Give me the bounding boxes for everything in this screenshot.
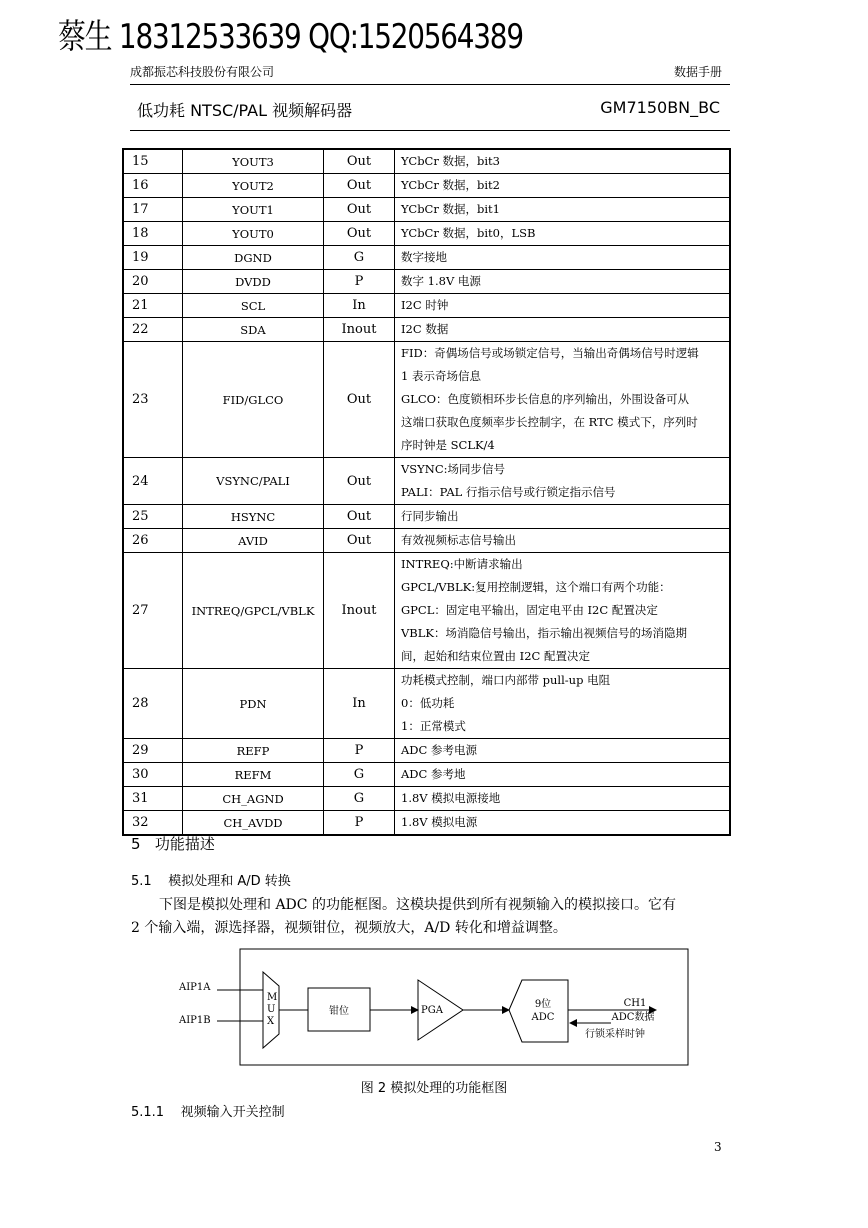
pin-number: 22 [123,318,183,342]
pin-description [395,739,731,763]
output-channel-label: CH1 [623,998,647,1009]
description-line: 1 表示奇场信息 [401,369,481,383]
description-line: 0：低功耗 [401,696,455,710]
adc-label: ADC [531,1012,555,1023]
pin-description [395,811,731,836]
description-line: I2C 数据 [401,322,449,336]
description-line: 功耗模式控制，端口内部带 pull-up 电阻 [401,673,611,687]
pin-name: DGND [183,246,324,270]
header-rule-bottom [130,130,730,131]
pin-description [395,149,731,174]
description-line: YCbCr 数据，bit2 [401,178,500,192]
pin-description [395,505,731,529]
pin-name: INTREQ/GPCL/VBLK [183,553,324,669]
pin-type: Out [324,529,395,553]
pin-description [395,458,731,505]
description-line: GLCO：色度锁相环步长信息的序列输出，外围设备可从 [401,392,690,406]
pin-name: HSYNC [183,505,324,529]
pin-type: Out [324,505,395,529]
pin-description [395,553,731,669]
input-a-label: AIP1A [179,982,211,993]
pin-number: 26 [123,529,183,553]
pin-name: FID/GLCO [183,342,324,458]
pin-row [123,318,730,342]
description-line: 1.8V 模拟电源 [401,815,478,829]
pin-type: P [324,811,395,836]
description-line: YCbCr 数据，bit1 [401,202,500,216]
description-line: 这端口获取色度频率步长控制字，在 RTC 模式下，序列时 [401,415,698,429]
pin-number: 15 [123,149,183,174]
section-title: 视频输入开关控制 [180,1105,285,1120]
pin-name: YOUT0 [183,222,324,246]
section-title: 功能描述 [154,835,215,853]
pin-name: SCL [183,294,324,318]
description-line: 1：正常模式 [401,719,466,733]
pin-row [123,174,730,198]
pin-row [123,270,730,294]
pin-row [123,811,730,836]
description-line: PALI：PAL 行指示信号或行锁定指示信号 [401,485,616,499]
mux-letter: X [267,1016,275,1027]
pin-row [123,739,730,763]
pin-name: YOUT1 [183,198,324,222]
description-line: 数字接地 [401,250,447,264]
pin-type: G [324,787,395,811]
description-line: INTREQ:中断请求输出 [401,557,523,571]
pin-type: Out [324,222,395,246]
pin-row [123,553,730,669]
pin-name: REFM [183,763,324,787]
pin-number: 17 [123,198,183,222]
pin-number: 32 [123,811,183,836]
pin-row [123,294,730,318]
adc-block [509,980,568,1042]
pin-name: CH_AVDD [183,811,324,836]
description-line: GPCL/VBLK:复用控制逻辑，这个端口有两个功能： [401,580,671,594]
pin-number: 25 [123,505,183,529]
section-number: 5.1.1 [131,1105,165,1120]
section-5-heading [131,833,215,854]
pin-description [395,529,731,553]
pin-row [123,763,730,787]
description-line: YCbCr 数据，bit3 [401,154,500,168]
pin-number: 18 [123,222,183,246]
pin-table [122,148,731,836]
clock-label: 行锁采样时钟 [585,1029,645,1040]
pin-number: 20 [123,270,183,294]
pin-description [395,222,731,246]
pin-name: SDA [183,318,324,342]
pin-number: 28 [123,669,183,739]
pin-type: P [324,739,395,763]
pin-number: 19 [123,246,183,270]
pin-description [395,246,731,270]
pin-row [123,246,730,270]
pin-type: P [324,270,395,294]
pin-description [395,763,731,787]
pin-description [395,787,731,811]
analog-block-diagram [173,948,691,1070]
pin-description [395,270,731,294]
pin-type: Out [324,149,395,174]
description-line: 1.8V 模拟电源接地 [401,791,501,805]
pin-row [123,222,730,246]
pin-type: In [324,669,395,739]
pin-number: 24 [123,458,183,505]
pin-row [123,198,730,222]
pin-type: In [324,294,395,318]
header-doc-type: 数据手册 [673,65,722,79]
description-line: 数字 1.8V 电源 [401,274,481,288]
pin-row [123,529,730,553]
pin-number: 29 [123,739,183,763]
pin-name: AVID [183,529,324,553]
diagram-frame [240,949,688,1065]
pin-row [123,787,730,811]
watermark-contact: 蔡生 18312533639 QQ:1520564389 [58,17,523,57]
section-number: 5.1 [131,874,152,889]
pin-row [123,342,730,458]
pin-name: REFP [183,739,324,763]
pin-type: Out [324,458,395,505]
pin-number: 16 [123,174,183,198]
output-data-label: ADC数据 [611,1012,655,1023]
section-number: 5 [131,835,141,853]
pin-description [395,294,731,318]
page-number: 3 [714,1140,722,1154]
pin-type: Out [324,342,395,458]
clamp-label: 钳位 [329,1006,349,1017]
pin-description [395,318,731,342]
description-line: FID：奇偶场信号或场锁定信号，当输出奇偶场信号时逻辑 [401,346,699,360]
pin-description [395,174,731,198]
header-company: 成都振芯科技股份有限公司 [130,65,275,79]
pin-name: YOUT3 [183,149,324,174]
figure-caption: 图 2 模拟处理的功能框图 [360,1081,508,1096]
body-paragraph [131,894,731,940]
paragraph-line: 下图是模拟处理和 ADC 的功能框图。这模块提供到所有视频输入的模拟接口。它有 [159,897,676,913]
pin-row [123,458,730,505]
mux-letter: M [267,992,278,1003]
description-line: 序时钟是 SCLK/4 [401,438,495,452]
pin-type: Out [324,174,395,198]
pin-row [123,505,730,529]
mux-letter: U [267,1004,276,1015]
header-rule-top [130,84,730,85]
description-line: VSYNC:场同步信号 [401,462,506,476]
adc-label-bits: 9位 [534,999,552,1010]
pin-type: G [324,763,395,787]
description-line: GPCL：固定电平输出，固定电平由 I2C 配置决定 [401,603,658,617]
pin-name: CH_AGND [183,787,324,811]
description-line: 行同步输出 [401,509,459,523]
pin-type: Out [324,198,395,222]
description-line: I2C 时钟 [401,298,449,312]
pin-number: 21 [123,294,183,318]
pin-name: YOUT2 [183,174,324,198]
pin-description [395,342,731,458]
description-line: YCbCr 数据，bit0，LSB [401,226,536,240]
pin-number: 31 [123,787,183,811]
section-5-1-heading [131,870,291,889]
description-line: VBLK：场消隐信号输出，指示输出视频信号的场消隐期 [401,626,687,640]
description-line: ADC 参考电源 [401,743,477,757]
pin-description [395,198,731,222]
description-line: ADC 参考地 [401,767,466,781]
pga-label: PGA [421,1005,443,1016]
section-title: 模拟处理和 A/D 转换 [168,874,291,889]
paragraph-line: 2 个输入端，源选择器，视频钳位，视频放大，A/D 转化和增益调整。 [131,920,567,936]
pin-row [123,149,730,174]
description-line: 间，起始和结束位置由 I2C 配置决定 [401,649,590,663]
pin-number: 30 [123,763,183,787]
section-5-1-1-heading [131,1101,285,1120]
pin-name: PDN [183,669,324,739]
pin-type: Inout [324,553,395,669]
description-line: 有效视频标志信号输出 [401,533,516,547]
pin-description [395,669,731,739]
pin-number: 23 [123,342,183,458]
header-model: GM7150BN_BC [600,98,720,117]
pin-type: Inout [324,318,395,342]
pin-type: G [324,246,395,270]
header-title: 低功耗 NTSC/PAL 视频解码器 [137,101,353,120]
pin-number: 27 [123,553,183,669]
input-b-label: AIP1B [179,1015,211,1026]
pin-name: DVDD [183,270,324,294]
pin-name: VSYNC/PALI [183,458,324,505]
pin-row [123,669,730,739]
